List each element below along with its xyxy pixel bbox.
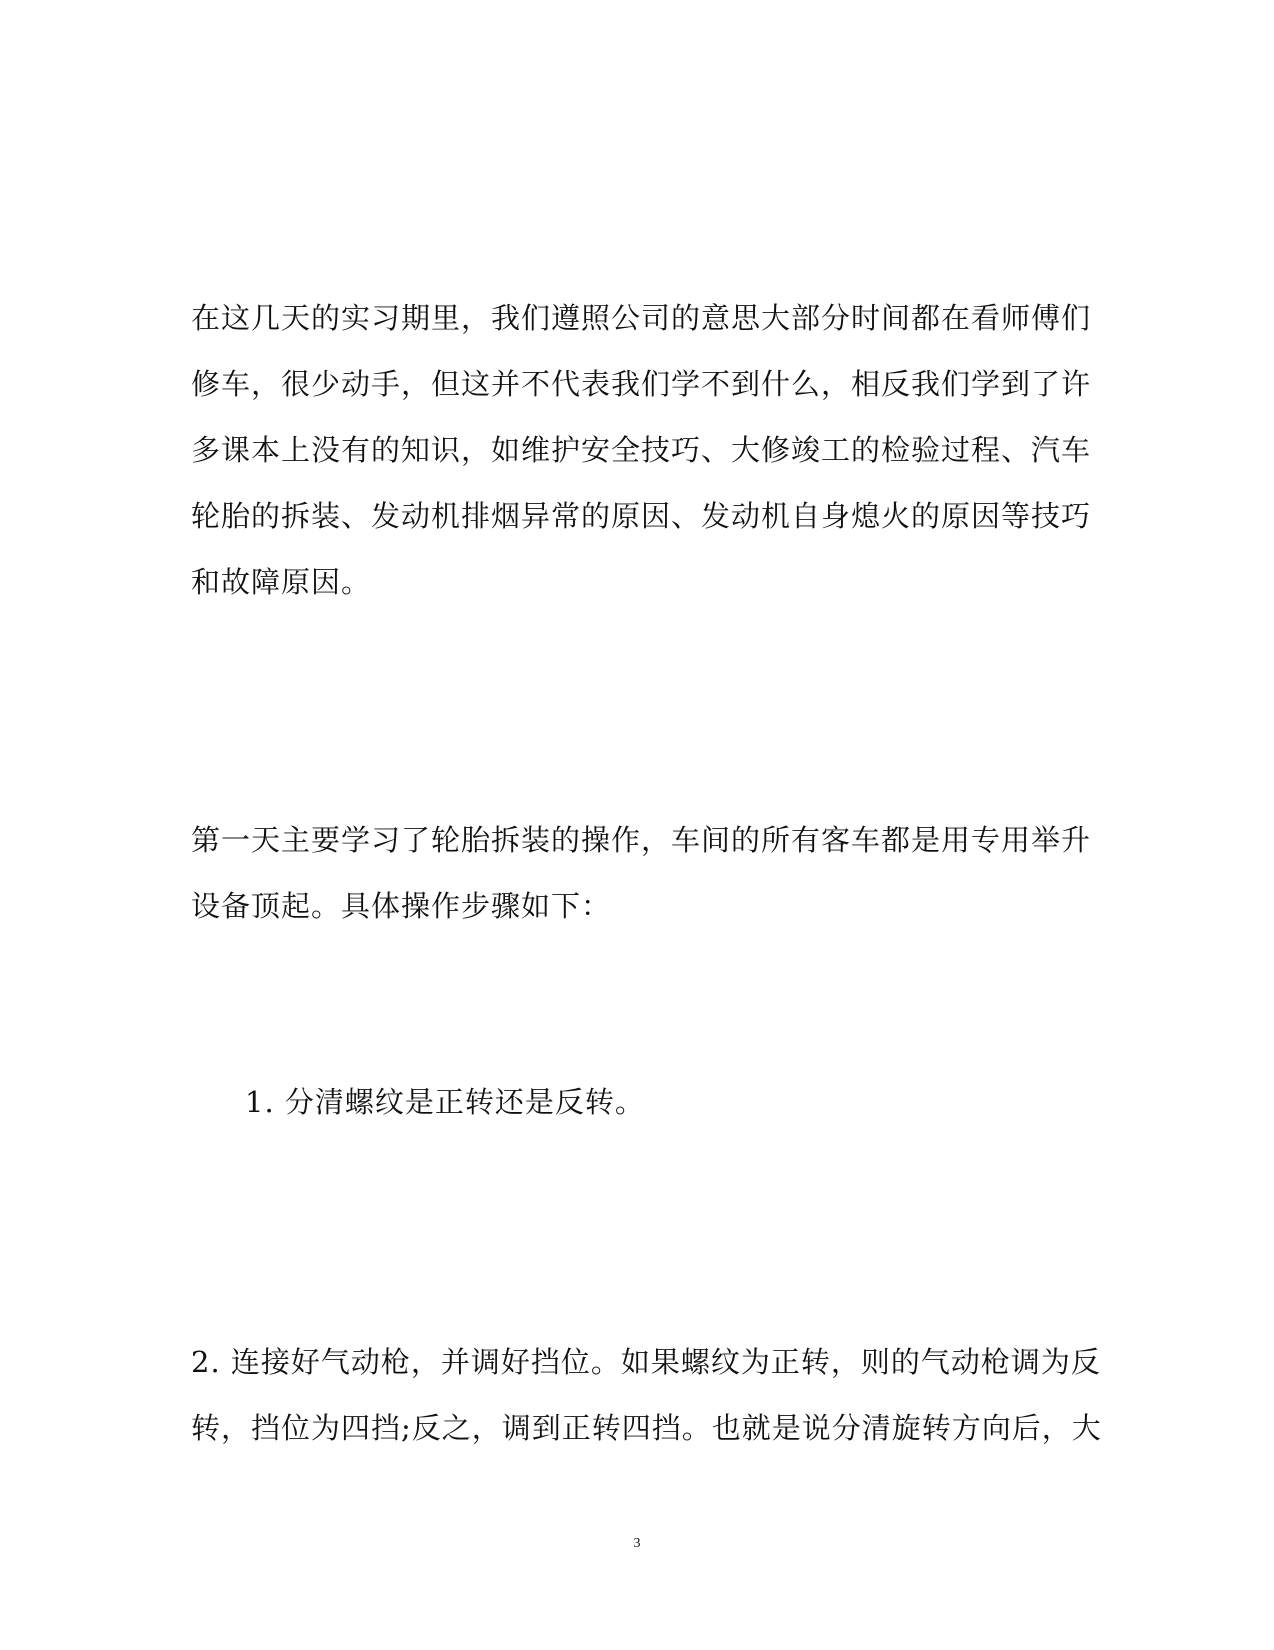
- paragraph-day-one: [191, 807, 1092, 939]
- text-line: 修车，很少动手，但这并不代表我们学不到什么，相反我们学到了许: [191, 367, 1092, 401]
- list-item-step-2: [191, 1329, 1102, 1461]
- page-number: 3: [633, 1536, 641, 1551]
- text-line: 轮胎的拆装、发动机排烟异常的原因、发动机自身熄火的原因等技巧: [191, 499, 1092, 533]
- text-line: 转，挡位为四挡;反之，调到正转四挡。也就是说分清旋转方向后，大: [191, 1411, 1102, 1445]
- paragraph-internship-summary: [191, 285, 1092, 615]
- text-line: 第一天主要学习了轮胎拆装的操作，车间的所有客车都是用专用举升: [191, 823, 1092, 857]
- text-line: 在这几天的实习期里，我们遵照公司的意思大部分时间都在看师傅们: [191, 301, 1092, 335]
- text-line: 设备顶起。具体操作步骤如下：: [191, 889, 612, 923]
- text-line: 1. 分清螺纹是正转还是反转。: [245, 1085, 645, 1119]
- text-line: 和故障原因。: [191, 565, 372, 599]
- text-line: 多课本上没有的知识，如维护安全技巧、大修竣工的检验过程、汽车: [191, 433, 1092, 467]
- list-item-step-1: [245, 1069, 1125, 1135]
- text-line: 2. 连接好气动枪，并调好挡位。如果螺纹为正转，则的气动枪调为反: [191, 1345, 1101, 1379]
